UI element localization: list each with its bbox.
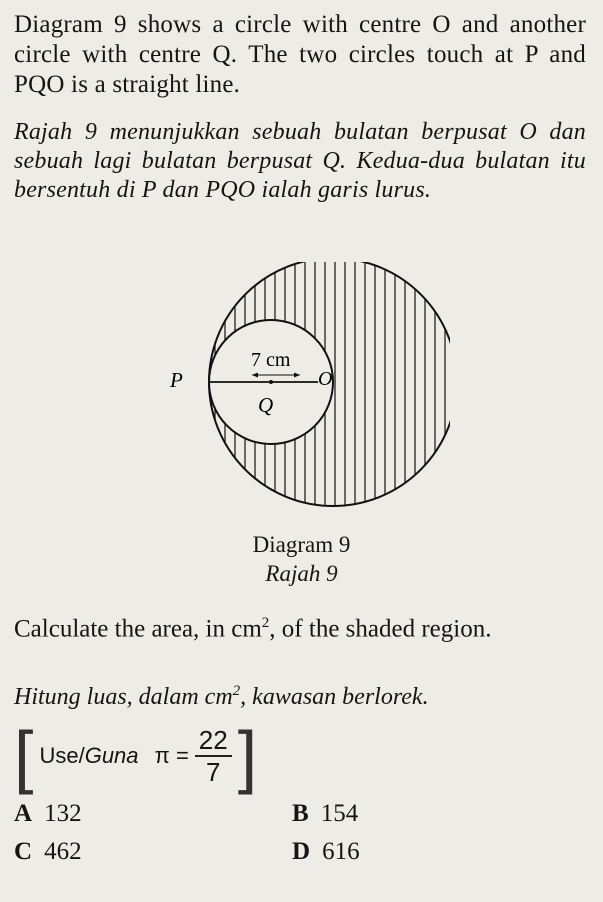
diagram-caption-malay: Rajah 9 <box>265 561 338 586</box>
radius-label: 7 cm <box>251 349 291 371</box>
pi-note: [ Use/Guna π = $\frac{22}{7}$ ] <box>14 717 258 795</box>
label-o: O <box>318 368 333 390</box>
question-ask-english: Calculate the area, in $cm^2$, of the shaded region. <box>14 615 492 643</box>
option-d[interactable]: D 616 <box>292 838 360 865</box>
option-b[interactable]: B 154 <box>292 800 359 827</box>
question-intro-english: Diagram 9 shows a circle with centre O and another circle with centre Q. The two circles touch at P and PQO is a straight line. <box>14 11 586 98</box>
option-c[interactable]: C 462 <box>14 838 82 865</box>
diagram-caption-english: Diagram 9 <box>252 532 351 557</box>
label-q: Q <box>258 393 274 417</box>
question-intro-malay: Rajah 9 menunjukkan sebuah bulatan berpusat O dan sebuah lagi bulatan berpusat Q. Kedua-dua bulatan itu bersentuh di P dan PQO ialah garis lurus. <box>14 119 586 203</box>
question-ask-malay: Hitung luas, dalam $cm^2$, kawasan berlorek. <box>14 683 429 710</box>
option-a[interactable]: A 132 <box>14 800 82 827</box>
pi-fraction: $\frac{22}{7}$ <box>195 725 232 787</box>
label-p: P <box>170 368 183 392</box>
point-q <box>269 380 273 384</box>
diagram-9 <box>150 262 450 537</box>
